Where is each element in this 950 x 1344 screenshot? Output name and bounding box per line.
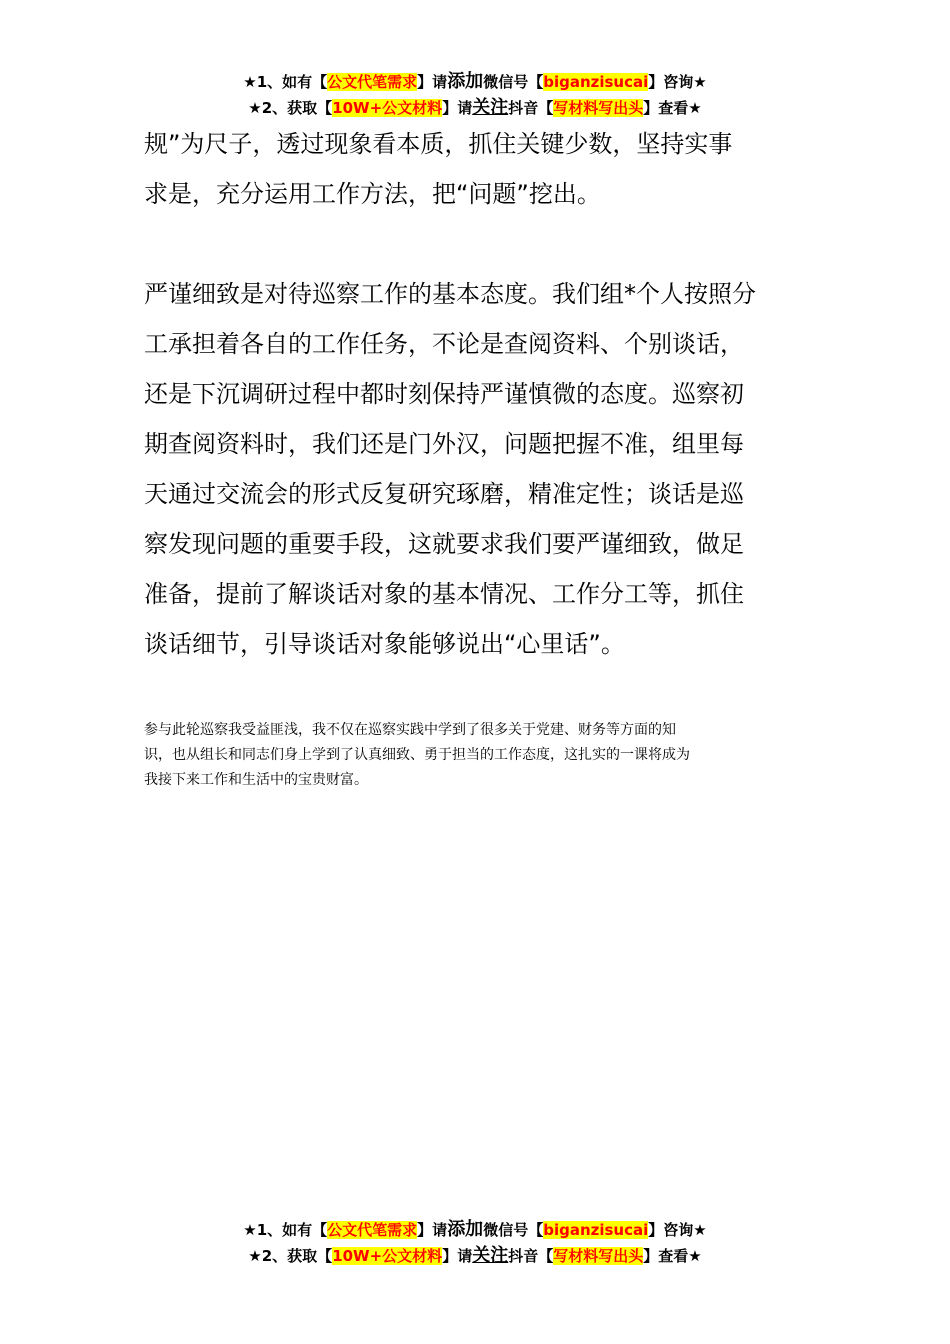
paragraph-3: [144, 718, 806, 793]
footer-materials-highlight: 10W+公文材料: [332, 1247, 443, 1265]
header-wechat-id: biganzisucai: [543, 73, 649, 91]
header-banner: [0, 69, 950, 121]
paragraph-line: 我接下来工作和生活中的宝贵财富。: [144, 772, 368, 788]
header-service-highlight: 公文代笔需求: [327, 73, 418, 91]
paragraph-line: 工承担着各自的工作任务，不论是查阅资料、个别谈话，: [144, 330, 744, 358]
footer-line-2: [0, 1243, 950, 1269]
paragraph-line: 察发现问题的重要手段，这就要求我们要严谨细致，做足: [144, 530, 744, 558]
header-line-1-prefix: ★1、如有【: [243, 73, 328, 91]
paragraph-line: 天通过交流会的形式反复研究琢磨，精准定性；谈话是巡: [144, 480, 744, 508]
footer-line-1-text-2: 微信号【: [483, 1221, 544, 1239]
paragraph-line: 还是下沉调研过程中都时刻保持严谨慎微的态度。巡察初: [144, 380, 744, 408]
footer-wechat-id: biganzisucai: [543, 1221, 649, 1239]
header-add-emphasis: 添加: [447, 71, 484, 92]
header-line-1-text-2: 微信号【: [483, 73, 544, 91]
footer-banner: [0, 1217, 950, 1269]
paragraph-line: 谈话细节，引导谈话对象能够说出“心里话”。: [144, 630, 625, 658]
footer-add-emphasis: 添加: [447, 1219, 484, 1240]
paragraph-line: 准备，提前了解谈话对象的基本情况、工作分工等，抓住: [144, 580, 744, 608]
footer-line-2-prefix: ★2、获取【: [248, 1247, 333, 1265]
paragraph-line: 期查阅资料时，我们还是门外汉，问题把握不准，组里每: [144, 430, 744, 458]
footer-follow-emphasis: 关注: [472, 1245, 509, 1266]
footer-line-2-text: 】请: [442, 1247, 473, 1265]
footer-line-1-suffix: 】咨询★: [648, 1221, 707, 1239]
paragraph-line: 参与此轮巡察我受益匪浅，我不仅在巡察实践中学到了很多关于党建、财务等方面的知: [144, 722, 676, 738]
header-line-2-prefix: ★2、获取【: [248, 99, 333, 117]
footer-line-1: [0, 1217, 950, 1243]
header-douyin-account: 写材料写出头: [553, 99, 644, 117]
paragraph-line: 识，也从组长和同志们身上学到了认真细致、勇于担当的工作态度，这扎实的一课将成为: [144, 747, 690, 763]
footer-douyin-account: 写材料写出头: [553, 1247, 644, 1265]
header-line-2-suffix: 】查看★: [643, 99, 702, 117]
header-line-1-text: 】请: [417, 73, 448, 91]
header-follow-emphasis: 关注: [472, 97, 509, 118]
header-line-2: [0, 95, 950, 121]
header-line-2-text: 】请: [442, 99, 473, 117]
paragraph-line: 严谨细致是对待巡察工作的基本态度。我们组*个人按照分: [144, 280, 756, 308]
paragraph-line: 求是，充分运用工作方法，把“问题”挖出。: [144, 180, 601, 208]
footer-line-2-text-2: 抖音【: [508, 1247, 554, 1265]
header-materials-highlight: 10W+公文材料: [332, 99, 443, 117]
paragraph-2: [144, 269, 806, 669]
header-line-2-text-2: 抖音【: [508, 99, 554, 117]
footer-service-highlight: 公文代笔需求: [327, 1221, 418, 1239]
header-line-1: [0, 69, 950, 95]
header-line-1-suffix: 】咨询★: [648, 73, 707, 91]
footer-line-1-text: 】请: [417, 1221, 448, 1239]
paragraph-1: [144, 119, 806, 219]
footer-line-2-suffix: 】查看★: [643, 1247, 702, 1265]
paragraph-line: 规”为尺子，透过现象看本质，抓住关键少数，坚持实事: [144, 130, 733, 158]
footer-line-1-prefix: ★1、如有【: [243, 1221, 328, 1239]
